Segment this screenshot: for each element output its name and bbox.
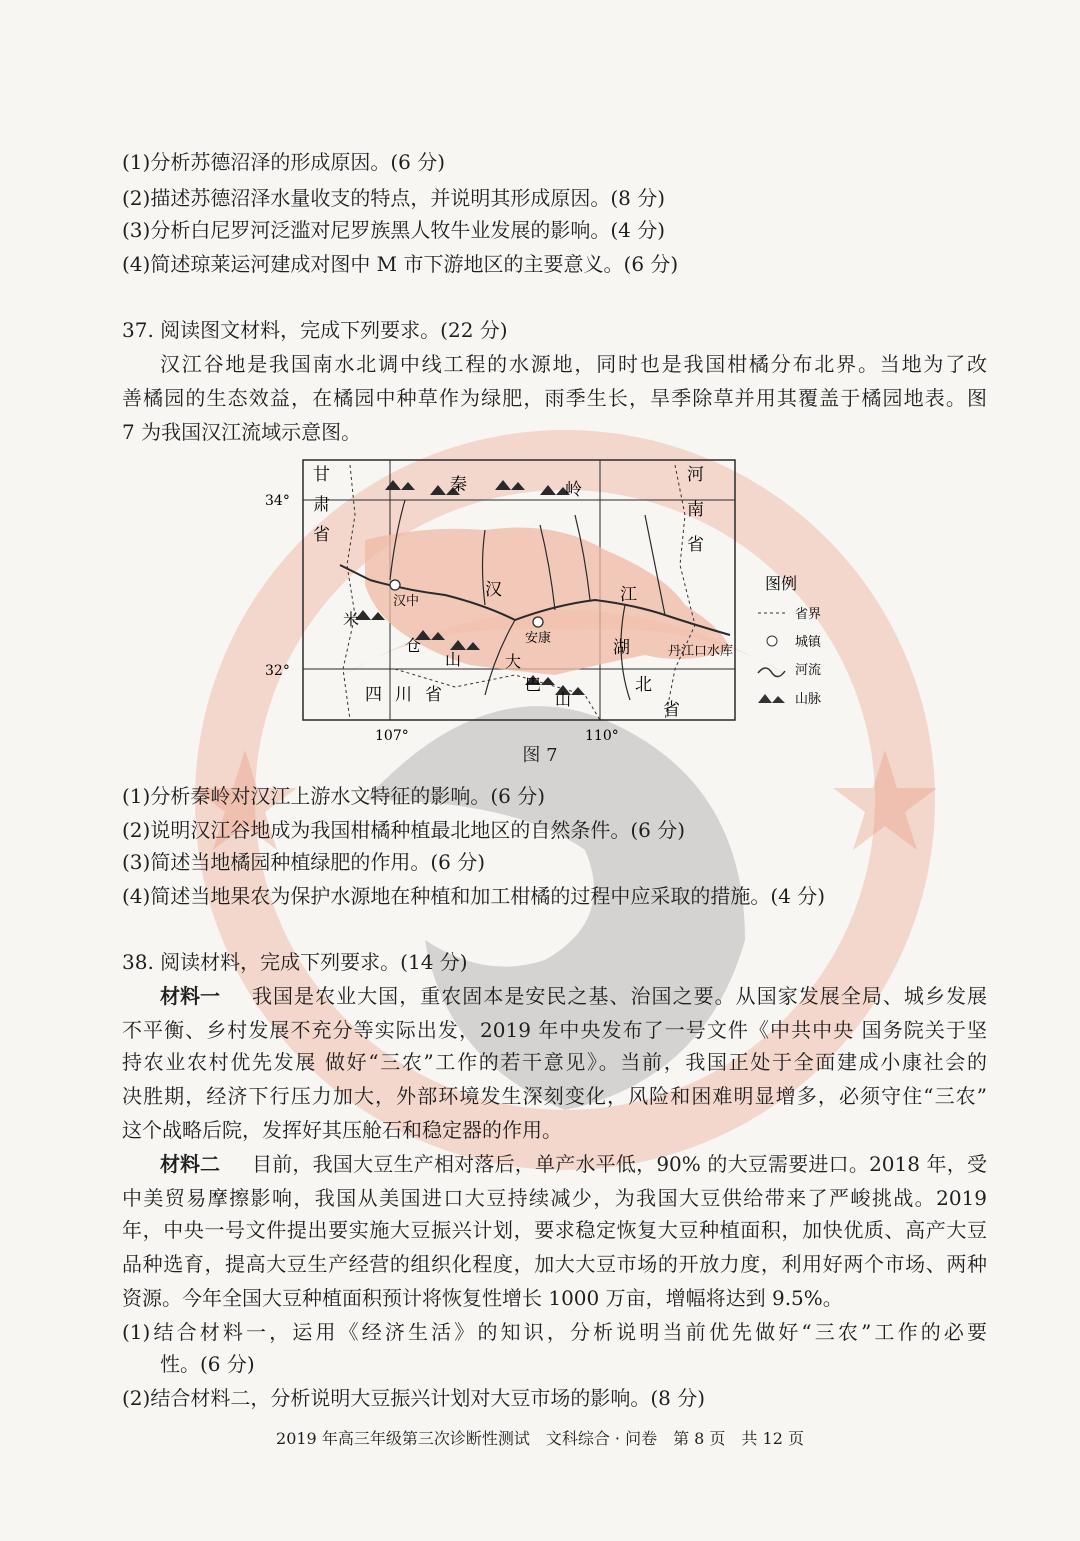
legend-mountain-symbol xyxy=(758,694,785,703)
material-2-label: 材料二 xyxy=(160,1152,220,1176)
label-hubei: 湖 xyxy=(613,638,630,658)
q37-item-2: (2)说明汉江谷地成为我国柑橘种植最北地区的自然条件。(6 分) xyxy=(122,818,686,842)
label-qinling: 岭 xyxy=(565,480,582,500)
m1-line-5: 这个战略后院，发挥好其压舱石和稳定器的作用。 xyxy=(122,1118,562,1142)
label-sichuan: 四 xyxy=(365,685,382,705)
label-micang: 仓 xyxy=(405,636,422,655)
label-han: 汉 xyxy=(485,580,502,600)
q38-item-2: (2)结合材料二，分析说明大豆振兴计划对大豆市场的影响。(8 分) xyxy=(122,1386,706,1410)
label-daba: 巴 xyxy=(525,675,542,694)
border-gansu-sichuan xyxy=(343,465,355,720)
label-gansu: 甘 xyxy=(313,465,330,485)
lon-110: 110° xyxy=(585,728,619,744)
label-micang: 山 xyxy=(445,650,462,669)
m2-line-1: 目前，我国大豆生产相对落后，单产水平低，90% 的大豆需要进口。2018 年，受 xyxy=(252,1152,987,1176)
lon-107: 107° xyxy=(375,728,409,744)
label-gansu: 省 xyxy=(313,525,330,545)
label-hubei: 省 xyxy=(663,700,680,720)
legend-title: 图例 xyxy=(765,574,798,593)
q38-item-1-cont: 性。(6 分) xyxy=(160,1352,255,1376)
city-hanzhong xyxy=(390,580,400,590)
legend-river-symbol xyxy=(758,668,785,677)
q36-item-3: (3)分析白尼罗河泛滥对尼罗族黑人牧牛业发展的影响。(4 分) xyxy=(122,218,666,242)
hanjiang-basin-map xyxy=(255,455,835,765)
label-jiang: 江 xyxy=(620,585,637,605)
legend-item: 省界 xyxy=(795,607,822,622)
label-daba: 山 xyxy=(555,690,572,709)
label-hanzhong: 汉中 xyxy=(393,594,420,609)
lat-32: 32° xyxy=(265,663,290,679)
label-henan: 南 xyxy=(687,500,704,520)
page-footer: 2019 年高三年级第三次诊断性测试 文科综合 · 问卷 第 8 页 共 12 页 xyxy=(276,1429,804,1448)
label-henan: 省 xyxy=(687,535,704,555)
label-sichuan: 省 xyxy=(425,685,442,705)
q37-title: 37. 阅读图文材料，完成下列要求。(22 分) xyxy=(122,318,508,342)
m1-line-3: 持农业农村优先发展 做好“三农”工作的若干意见》。当前，我国正处于全面建成小康社会的 xyxy=(122,1050,987,1074)
legend-item: 城镇 xyxy=(795,635,822,650)
q37-para-line-3: 7 为我国汉江流域示意图。 xyxy=(122,420,362,444)
q38-title: 38. 阅读材料，完成下列要求。(14 分) xyxy=(122,950,468,974)
material-1-label: 材料一 xyxy=(160,984,220,1008)
q38-item-1: (1)结合材料一，运用《经济生活》的知识，分析说明当前优先做好“三农”工作的必要 xyxy=(122,1320,987,1344)
label-ankang: 安康 xyxy=(525,631,552,646)
m2-line-2: 中美贸易摩擦影响，我国从美国进口大豆持续减少，为我国大豆供给带来了严峻挑战。2019 xyxy=(122,1186,987,1210)
q37-item-1: (1)分析秦岭对汉江上游水文特征的影响。(6 分) xyxy=(122,784,546,808)
m1-line-1: 我国是农业大国，重农固本是安民之基、治国之要。从国家发展全局、城乡发展 xyxy=(252,984,987,1008)
label-henan: 河 xyxy=(687,465,704,485)
label-danjiangkou: 丹江口水库 xyxy=(668,644,734,659)
legend-city-symbol xyxy=(767,636,777,646)
label-micang: 米 xyxy=(343,610,360,629)
m2-line-3: 年，中央一号文件提出要实施大豆振兴计划，要求稳定恢复大豆种植面积，加快优质、高产大豆 xyxy=(122,1218,987,1242)
m1-line-2: 不平衡、乡村发展不充分等实际出发，2019 年中央发布了一号文件《中共中央 国务院关于坚 xyxy=(122,1018,987,1042)
m2-line-4: 品种选育，提高大豆生产经营的组织化程度，加大大豆市场的开放力度，利用好两个市场、两种 xyxy=(122,1252,987,1276)
label-qinling: 秦 xyxy=(450,475,467,495)
q36-item-1: (1)分析苏德沼泽的形成原因。(6 分) xyxy=(122,150,446,174)
label-daba: 大 xyxy=(505,652,522,671)
city-ankang xyxy=(533,617,543,627)
label-sichuan: 川 xyxy=(395,685,412,705)
figure-caption: 图 7 xyxy=(522,745,558,766)
legend-item: 河流 xyxy=(795,663,822,678)
q37-para-line-1: 汉江谷地是我国南水北调中线工程的水源地，同时也是我国柑橘分布北界。当地为了改 xyxy=(160,352,987,376)
m1-line-4: 决胜期，经济下行压力加大，外部环境发生深刻变化，风险和困难明显增多，必须守住“三农” xyxy=(122,1084,987,1108)
q36-item-2: (2)描述苏德沼泽水量收支的特点，并说明其形成原因。(8 分) xyxy=(122,186,666,210)
q37-item-4: (4)简述当地果农为保护水源地在种植和加工柑橘的过程中应采取的措施。(4 分) xyxy=(122,884,826,908)
lat-34: 34° xyxy=(265,493,290,509)
q37-para-line-2: 善橘园的生态效益，在橘园中种草作为绿肥，雨季生长，旱季除草并用其覆盖于橘园地表。图 xyxy=(122,386,987,410)
label-gansu: 肃 xyxy=(313,495,330,515)
m2-line-5: 资源。今年全国大豆种植面积预计将恢复性增长 1000 万亩，增幅将达到 9.5%。 xyxy=(122,1286,843,1310)
legend-item: 山脉 xyxy=(795,692,822,707)
q36-item-4: (4)简述琼莱运河建成对图中 M 市下游地区的主要意义。(6 分) xyxy=(122,252,679,276)
q37-item-3: (3)简述当地橘园种植绿肥的作用。(6 分) xyxy=(122,850,486,874)
label-hubei: 北 xyxy=(635,675,652,695)
